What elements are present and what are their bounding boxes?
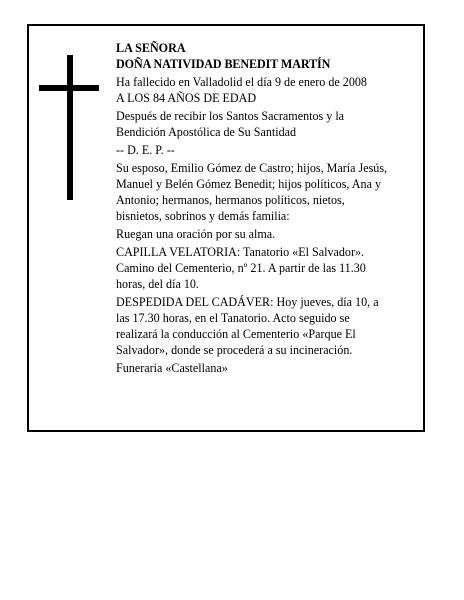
family-line-3: Antonio; hermanos, hermanos políticos, nietos, <box>116 193 345 207</box>
farewell-line-1: DESPEDIDA DEL CADÁVER: Hoy jueves, día 10, a <box>116 295 379 309</box>
sacraments-line-1: Después de recibir los Santos Sacramentos y la <box>116 109 345 123</box>
obituary-text <box>116 40 418 376</box>
death-statement: Ha fallecido en Valladolid el día 9 de enero de 2008 <box>116 75 367 89</box>
family-line-2: Manuel y Belén Gómez Benedit; hijos políticos, Ana y <box>116 177 382 191</box>
cross-vertical-bar <box>67 55 73 200</box>
family-line-4: bisnietos, sobrinos y demás familia: <box>116 209 290 223</box>
chapel-line-1: CAPILLA VELATORIA: Tanatorio «El Salvador». <box>116 245 365 259</box>
age-statement: A LOS 84 AÑOS DE EDAD <box>116 91 257 105</box>
deceased-name: DOÑA NATIVIDAD BENEDIT MARTÍN <box>116 57 331 71</box>
family-line-1: Su esposo, Emilio Gómez de Castro; hijos, María Jesús, <box>116 161 388 175</box>
chapel-line-3: horas, del día 10. <box>116 277 199 291</box>
farewell-line-4: Salvador», donde se procederá a su incineración. <box>116 343 353 357</box>
cross-icon <box>39 55 99 200</box>
farewell-line-3: realizará la conducción al Cementerio «Parque El <box>116 327 356 341</box>
farewell-line-2: las 17.30 horas, en el Tanatorio. Acto seguido se <box>116 311 350 325</box>
sacraments-line-2: Bendición Apostólica de Su Santidad <box>116 125 297 139</box>
cross-horizontal-bar <box>39 85 99 91</box>
prayer-request: Ruegan una oración por su alma. <box>116 227 276 241</box>
funeral-home: Funeraria «Castellana» <box>116 361 228 375</box>
obituary-notice <box>27 24 425 432</box>
notice-title-line-1: LA SEÑORA <box>116 41 186 55</box>
rip-line: -- D. E. P. -- <box>116 143 175 157</box>
chapel-line-2: Camino del Cementerio, nº 21. A partir de las 11.30 <box>116 261 366 275</box>
